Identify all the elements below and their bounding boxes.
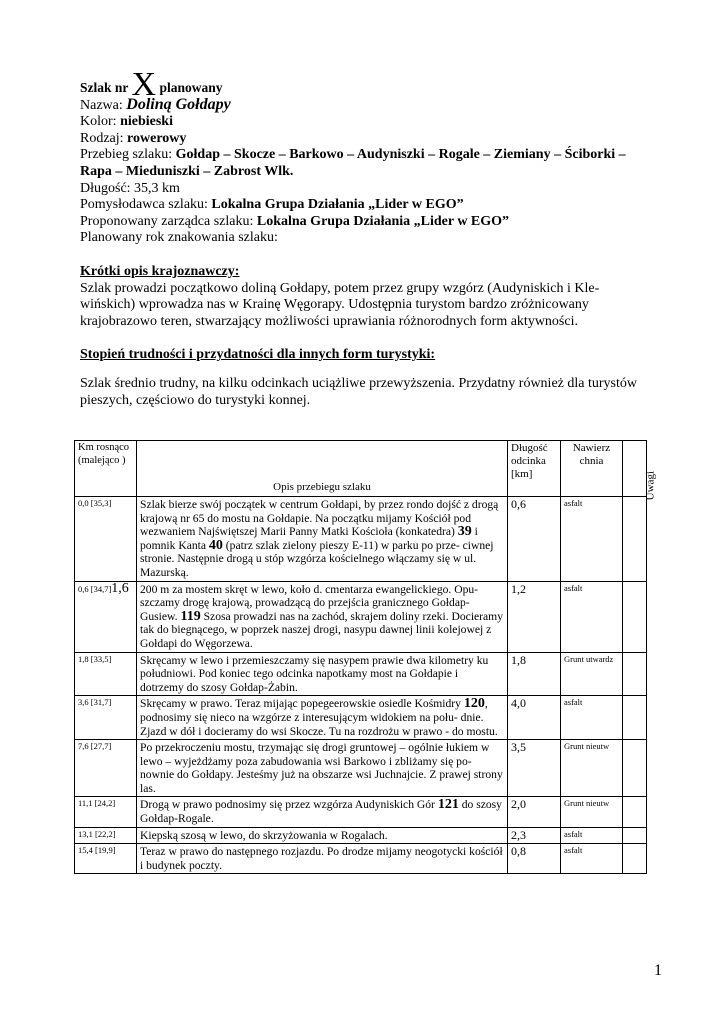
km-cell: 7,6 [27,7]	[75, 740, 137, 797]
nawierzchnia-cell: Grunt nieutw	[561, 797, 623, 827]
dlugosc-cell: 0,8	[508, 844, 561, 874]
opis-cell: Teraz w prawo do następnego rozjazdu. Po drodze mijamy neogotycki kościół i budynek poczty.	[137, 844, 508, 874]
table-row	[75, 696, 647, 740]
km-cell: 0,6 [34,7]1,6	[75, 581, 137, 652]
table-row	[75, 497, 647, 582]
opis-title: Krótki opis krajoznawczy:	[80, 263, 240, 279]
table-header-row	[75, 441, 647, 497]
trail-title: Szlak nr X planowany	[80, 66, 223, 103]
nawierzchnia-cell: asfalt	[561, 581, 623, 652]
opis-cell: Skręcamy w lewo i przemieszczamy się nasypem prawie dwa kilometry ku południowi. Pod koniec tego odcinka napotkamy most na Gołdapie i dotrzemy do szosy Gołdap-Żabin.	[137, 652, 508, 696]
landmark-number: 40	[208, 537, 223, 553]
header-dlugosc: Długość odcinka [km]	[508, 441, 561, 497]
uwagi-cell	[623, 827, 647, 844]
table-row	[75, 740, 647, 797]
trail-type: rowerowy	[127, 130, 187, 146]
header-uwagi: Uwagi	[623, 441, 647, 497]
table-row	[75, 844, 647, 874]
kolor-line: Kolor: niebieski	[80, 114, 173, 130]
opis-text: Szlak prowadzi początkowo doliną Gołdapy, potem przez grupy wzgórz (Audyniskich i Kle- wińskich) wprowadza nas w Krainę Węgorapy. Udostępnia turystom bardzo zróżnicowany krajobrazowo teren, stwarzający możliwości uprawiania różnorodnych form aktywności.	[80, 280, 600, 329]
dlugosc-cell: 3,5	[508, 740, 561, 797]
opis-cell: Po przekroczeniu mostu, trzymając się drogi gruntowej – ogólnie łukiem w lewo – wyjeżdżamy poza zabudowania wsi Barkowo i zbliżamy się po- nownie do Gołdapy. Jesteśmy już na obszarze wsi Juchnajcie. Z prawej strony las.	[137, 740, 508, 797]
uwagi-cell	[623, 497, 647, 582]
table-row	[75, 581, 647, 652]
page-number: 1	[654, 962, 662, 979]
rodzaj-line: Rodzaj: rowerowy	[80, 130, 187, 146]
pomyslodawca-line: Pomysłodawca szlaku: Lokalna Grupa Działania „Lider w EGO”	[80, 197, 464, 213]
dlugosc-cell: 1,2	[508, 581, 561, 652]
trail-manager: Lokalna Grupa Działania „Lider w EGO”	[256, 213, 510, 229]
km-cell: 11,1 [24,2]	[75, 797, 137, 827]
km-cell: 13,1 [22,2]	[75, 827, 137, 844]
uwagi-cell	[623, 696, 647, 740]
trail-color: niebieski	[120, 114, 173, 130]
uwagi-cell	[623, 797, 647, 827]
rok-line: Planowany rok znakowania szlaku:	[80, 230, 278, 246]
header-opis: Opis przebiegu szlaku	[137, 441, 508, 497]
nawierzchnia-cell: asfalt	[561, 827, 623, 844]
opis-cell: Szlak bierze swój początek w centrum Gołdapi, by przez rondo dojść z drogą krajową nr 65 do mostu na Gołdapie. Na początku mijamy Kościół pod wezwaniem Najświętszej Marii Panny Matki Kościoła (konkatedra) 39 i pomnik Kanta 40 (patrz szlak zielony pieszy E-11) w parku po prze- ciwnej stronie. Następnie drogą u stóp wzgórza kościelnego włączamy się w ul. Mazurską.	[137, 497, 508, 582]
opis-cell: Skręcamy w prawo. Teraz mijając popegeerowskie osiedle Kośmidry 120, podnosimy się nieco na wzgórze z interesującym widokiem na połu- dnie. Zjazd w dół i docieramy do wsi Skocze. Tu na rozdrożu w prawo - do mostu.	[137, 696, 508, 740]
table-row	[75, 652, 647, 696]
uwagi-cell	[623, 844, 647, 874]
nawierzchnia-cell: asfalt	[561, 844, 623, 874]
dlugosc-cell: 0,6	[508, 497, 561, 582]
table-row	[75, 797, 647, 827]
uwagi-cell	[623, 652, 647, 696]
nawierzchnia-cell: asfalt	[561, 497, 623, 582]
trail-header	[80, 66, 680, 409]
uwagi-cell	[623, 581, 647, 652]
trail-route-1: Gołdap – Skocze – Barkowo – Audyniszki – Rogale – Ziemiany – Ściborki –	[175, 147, 626, 163]
landmark-number: 120	[463, 696, 485, 712]
trail-table	[74, 440, 656, 874]
km-cell: 0,0 [35,3]	[75, 497, 137, 582]
uwagi-cell	[623, 740, 647, 797]
zarzadca-line: Proponowany zarządca szlaku: Lokalna Grupa Działania „Lider w EGO”	[80, 213, 510, 229]
opis-cell: 200 m za mostem skręt w lewo, koło d. cmentarza ewangelickiego. Opu- szczamy drogę krajową, prowadzącą do przejścia granicznego Gołdap- Gusiew. 119 Szosa prowadzi nas na zachód, skrajem doliny rzeki. Docieramy tak do biegnącego, w poprzek naszej drogi, nasypu dawnej linii kolejowej z Gołdapi do Węgorzewa.	[137, 581, 508, 652]
nawierzchnia-cell: Grunt nieutw	[561, 740, 623, 797]
trail-author: Lokalna Grupa Działania „Lider w EGO”	[211, 197, 464, 213]
opis-cell: Kiepską szosą w lewo, do skrzyżowania w Rogalach.	[137, 827, 508, 844]
trudnosc-text: Szlak średnio trudny, na kilku odcinkach uciążliwe przewyższenia. Przydatny również dla turystów pieszych, częściowo do turystyki konnej.	[80, 375, 637, 408]
nawierzchnia-cell: asfalt	[561, 696, 623, 740]
nawierzchnia-cell: Grunt utwardz	[561, 652, 623, 696]
table-row	[75, 827, 647, 844]
header-nawierzchnia: Nawierz chnia	[561, 441, 623, 497]
dlugosc-cell: 2,3	[508, 827, 561, 844]
opis-cell: Drogą w prawo podnosimy się przez wzgórza Audyniskich Gór 121 do szosy Gołdap-Rogale.	[137, 797, 508, 827]
dlugosc-cell: 1,8	[508, 652, 561, 696]
landmark-number: 39	[457, 524, 472, 540]
trail-route-2: Rapa – Mieduniszki – Zabrost Wlk.	[80, 163, 294, 179]
landmark-number: 119	[180, 608, 201, 624]
km-cell: 1,8 [33,5]	[75, 652, 137, 696]
header-km: Km rosnąco (malejąco )	[75, 441, 137, 497]
trail-number-x: X	[131, 66, 157, 103]
dlugosc-line: Długość: 35,3 km	[80, 180, 180, 196]
dlugosc-cell: 2,0	[508, 797, 561, 827]
trudnosc-title: Stopień trudności i przydatności dla innych form turystyki:	[80, 347, 436, 363]
landmark-number: 121	[437, 797, 459, 813]
dlugosc-cell: 4,0	[508, 696, 561, 740]
km-extra: 1,6	[111, 580, 129, 596]
przebieg-line: Przebieg szlaku: Gołdap – Skocze – Barkowo – Audyniszki – Rogale – Ziemiany – Ściborki – Rapa – Mieduniszki – Zabrost Wlk.	[80, 147, 626, 179]
km-cell: 3,6 [31,7]	[75, 696, 137, 740]
km-cell: 15,4 [19,9]	[75, 844, 137, 874]
trail-name: Doliną Gołdapy	[126, 95, 231, 113]
nazwa-line: Nazwa: Doliną Gołdapy	[80, 95, 231, 113]
